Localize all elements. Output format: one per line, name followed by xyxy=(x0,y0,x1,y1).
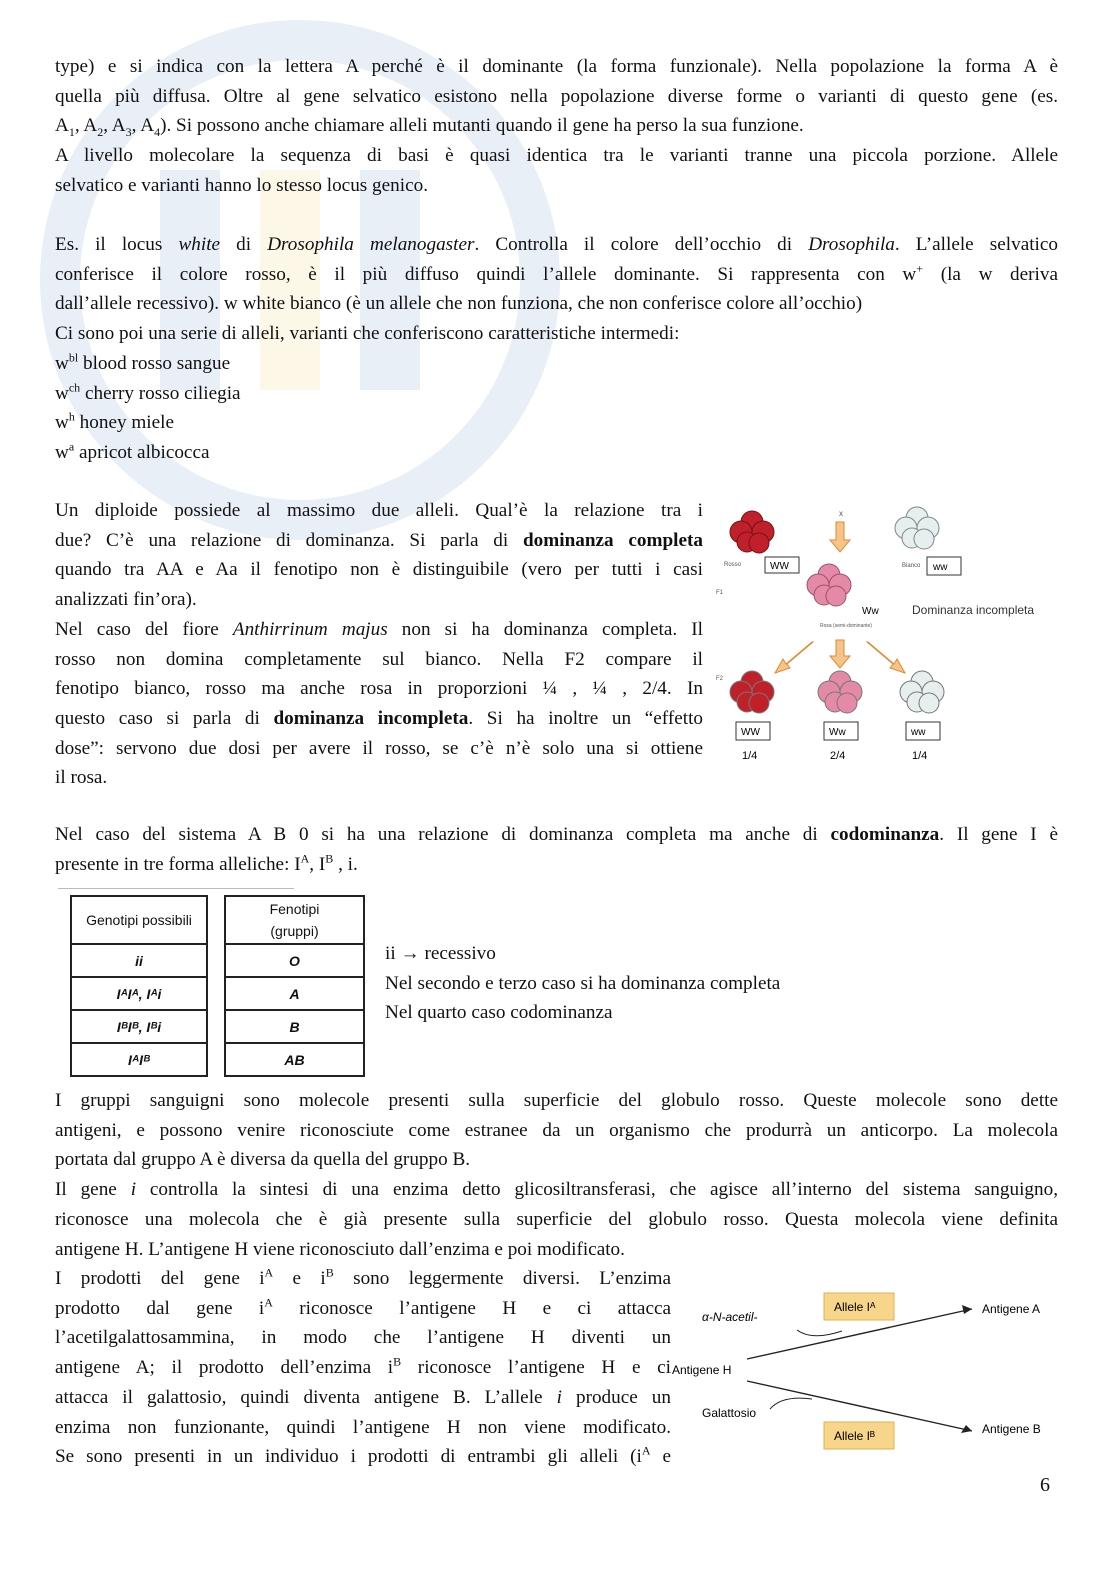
table-header: Genotipi possibili xyxy=(71,896,207,944)
svg-text:F1: F1 xyxy=(716,590,724,596)
table-cell: B xyxy=(225,1010,364,1043)
table-cell: A xyxy=(225,977,364,1010)
paragraph-antigens: I prodotti del gene $i^A$ e $i^B$ sono leggermente diversi. L’enzima prodotto dal gene $i^A$ riconosce l’antigene H e ci attacca l’acetilgalattosammina, in modo che l’antigene H diventi un antigene A; il prodotto dell’enzima $i^B$ riconosce l’antigene H e ci attacca il galattosio, quindi diventa antigene B. L’allele i produce un enzima non funzionante, quindi l’antigene H non viene modificato. Se sono presenti in un individuo i prodotti di entrambi gli alleli ($i^A$ e xyxy=(55,1265,671,1468)
list-item: $w^{ch}$ cherry rosso ciliegia xyxy=(55,380,241,404)
svg-text:α-N-acetil-: α-N-acetil- xyxy=(702,1310,758,1324)
paragraph-abo: Nel caso del sistema A B 0 si ha una relazione di dominanza completa ma anche di codominanza. Il gene I è presente in tre forma alleliche: $I^A$, $I^B$ , i. xyxy=(55,824,1058,875)
flower-f2 xyxy=(818,671,862,713)
svg-text:Rosso: Rosso xyxy=(724,562,742,568)
svg-text:Allele Iᴮ: Allele Iᴮ xyxy=(834,1429,875,1443)
svg-text:F2: F2 xyxy=(716,676,724,682)
svg-text:Ww: Ww xyxy=(862,606,879,617)
page-number: 6 xyxy=(1040,1474,1050,1496)
f2-ratio: 1/4 xyxy=(912,750,928,762)
arrow-down-icon xyxy=(830,522,850,552)
table-cell: AB xyxy=(225,1043,364,1076)
f2-ratio: 1/4 xyxy=(742,750,758,762)
arrow-left-icon xyxy=(775,642,813,673)
arrow-right-icon xyxy=(962,1305,972,1314)
list-item: $w^h$ honey miele xyxy=(55,409,174,434)
svg-text:Bianco: Bianco xyxy=(902,563,921,569)
svg-text:Dominanza incompleta: Dominanza incompleta xyxy=(912,603,1035,617)
table-header: Fenotipi (gruppi) xyxy=(225,896,364,944)
incomplete-dominance-figure xyxy=(712,500,1062,770)
table-notes: ii → recessivo Nel secondo e terzo caso si ha dominanza completa Nel quarto caso codominanza xyxy=(385,943,781,1024)
f2-ratio: 2/4 xyxy=(830,750,846,762)
flower-f2 xyxy=(730,671,774,713)
list-item: $w^a$ apricot albicocca xyxy=(55,439,210,463)
paragraph-blood-groups: I gruppi sanguigni sono molecole presenti sulla superficie del globulo rosso. Queste molecole sono dette antigeni, e possono venire riconosciute come estranee da un organismo che produrrà un anticorpo. La molecola portata dal gruppo A è diversa da quella del gruppo B. Il gene i controlla la sintesi di una enzima detto glicosiltransferasi, che agisce all’interno del sistema sanguigno, riconosce una molecola che è già presente sulla superficie del globulo rosso. Questa molecola viene definita antigene H. L’antigene H viene riconosciuto dall’enzima e poi modificato. xyxy=(55,1090,1058,1260)
svg-text:Galattosio: Galattosio xyxy=(702,1406,757,1420)
table-cell: IᴮIᴮ, Iᴮi xyxy=(71,1010,207,1043)
f2-genotype: ww xyxy=(911,727,926,738)
paragraph-intro: type) e si indica con la lettera A perché è il dominante (la forma funzionale). Nella popolazione la forma A è quella più diffusa. Oltre al gene selvatico esistono nella popolazione diverse forme o varianti di questo gene (es. $A_1$, $A_2$, $A_3$, $A_4$). Si possono anche chiamare alleli mutanti quando il gene ha perso la sua funzione. A livello molecolare la sequenza di basi è quasi identica tra le varianti tranne una piccola porzione. Allele selvatico e varianti hanno lo stesso locus genico. xyxy=(55,56,1058,196)
svg-text:WW: WW xyxy=(770,561,789,572)
svg-text:Antigene A: Antigene A xyxy=(982,1302,1041,1316)
svg-text:Allele Iᴬ: Allele Iᴬ xyxy=(834,1300,876,1314)
genotype-table xyxy=(70,895,208,1077)
f2-genotype: WW xyxy=(741,727,760,738)
paragraph-white-locus: Es. il locus white di Drosophila melanogaster. Controlla il colore dell’occhio di Drosophila. L’allele selvatico conferisce il colore rosso, è il più diffuso quindi l’allele dominante. Si rappresenta con w+ (la w deriva dall’allele recessivo). w white bianco (è un allele che non funziona, che non conferisce colore all’occhio) Ci sono poi una serie di alleli, varianti che conferiscono caratteristiche intermedi: $w^{bl}$ blood rosso sangue $w^{ch}$ cherry rosso ciliegia $w^h$ honey miele $w^a$ apricot albicocca xyxy=(55,230,1058,468)
flower-pink-f1 xyxy=(807,564,851,606)
divider xyxy=(58,888,294,889)
svg-text:Antigene B: Antigene B xyxy=(982,1422,1041,1436)
arrow-right-icon xyxy=(867,642,905,673)
table-cell: IᴬIᴬ, Iᴬi xyxy=(71,977,207,1010)
flower-f2 xyxy=(900,671,944,713)
allele-list xyxy=(55,349,1058,468)
table-cell: ii xyxy=(71,944,207,977)
phenotype-table xyxy=(224,895,365,1077)
paragraph-dominance: Un diploide possiede al massimo due alleli. Qual’è la relazione tra i due? C’è una relazione di dominanza. Si parla di dominanza completa quando tra AA e Aa il fenotipo non è distinguibile (vero per tutti i casi analizzati fin’ora). Nel caso del fiore Anthirrinum majus non si ha dominanza completa. Il rosso non domina completamente sul bianco. Nella F2 compare il fenotipo bianco, rosso ma anche rosa in proporzioni ¼ , ¼ , 2/4. In questo caso si parla di dominanza incompleta. Si ha inoltre un “effetto dose”: servono due dosi per avere il rosso, se c’è n’è solo una si ottiene il rosa. xyxy=(55,500,703,789)
svg-text:Antigene H: Antigene H xyxy=(672,1363,732,1377)
antigen-diagram xyxy=(672,1285,1062,1465)
svg-text:ww: ww xyxy=(933,562,948,573)
list-item: $w^{bl}$ blood rosso sangue xyxy=(55,350,231,374)
table-cell: O xyxy=(225,944,364,977)
table-cell: IᴬIᴮ xyxy=(71,1043,207,1076)
svg-text:Rosa (semi-dominante): Rosa (semi-dominante) xyxy=(820,623,872,629)
flower-red-parent xyxy=(730,511,774,553)
f2-genotype: Ww xyxy=(829,727,846,738)
svg-text:x: x xyxy=(839,509,843,518)
flower-white-parent xyxy=(895,507,939,549)
arrow-down-icon xyxy=(830,640,850,668)
